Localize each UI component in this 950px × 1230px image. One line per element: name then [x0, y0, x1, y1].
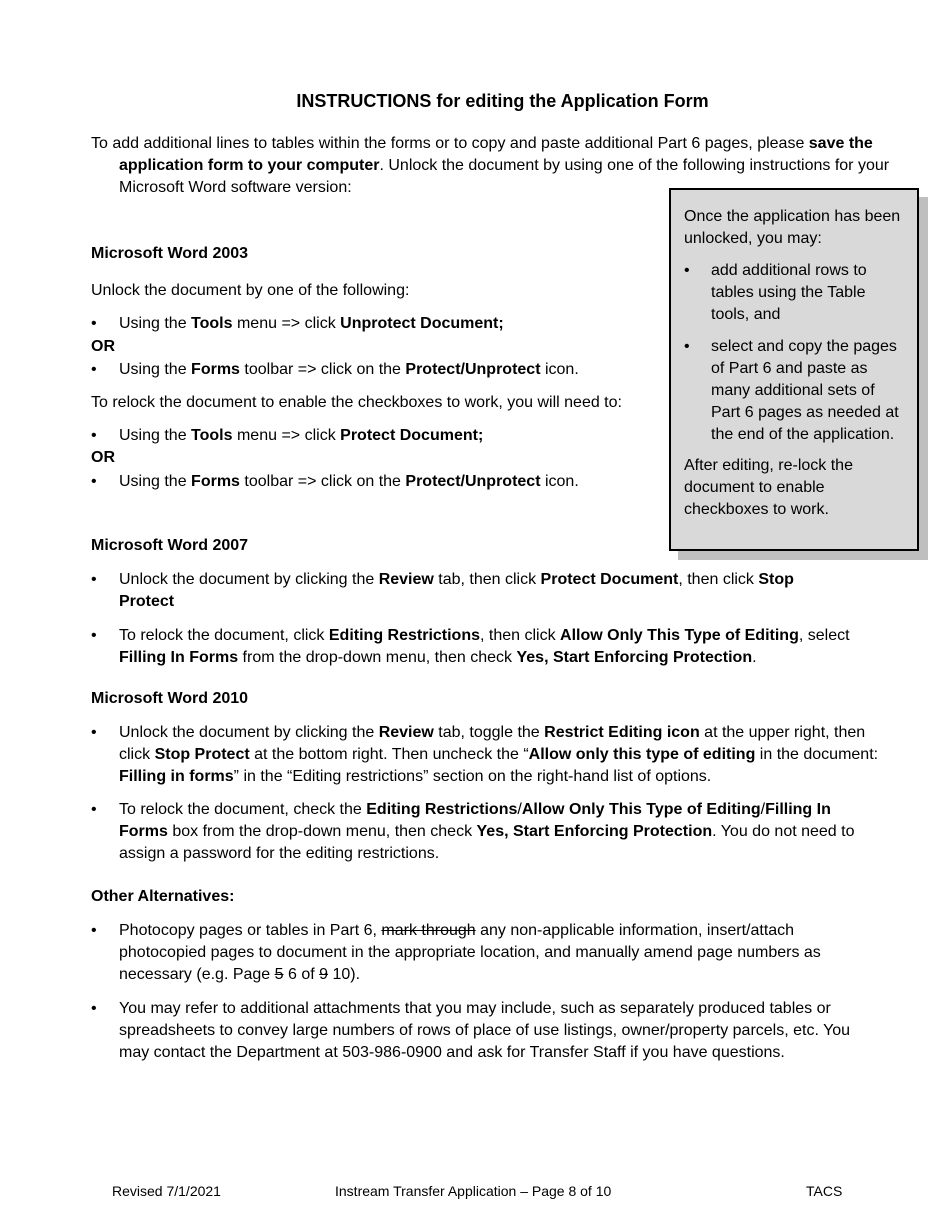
or-label: OR — [91, 449, 115, 466]
struck-text: 5 — [274, 966, 284, 983]
word2010-bullet-1: • Unlock the document by clicking the Review tab, toggle the Restrict Editing icon at the upper right, then click Stop Protect at the bottom right. Then uncheck the “Allow only this type of editing in the document: Filling in forms” in the “Editing restrictions” section on the right-hand list of options. — [91, 722, 881, 788]
word2003-bullet-3: • Using the Tools menu => click Protect Document; — [91, 425, 881, 447]
word2010-bullet-2: • To relock the document, check the Editing Restrictions/Allow Only This Type of Editing/Filling In Forms box from the drop-down menu, then check Yes, Start Enforcing Protection. You do not need to assign a password for the editing restrictions. — [91, 799, 881, 865]
footer-code: TACS — [806, 1183, 843, 1199]
alternatives-bullet-1: • Photocopy pages or tables in Part 6, mark through any non-applicable information, insert/attach photocopied pages to document in the appropriate location, and manually amend page numbers as necessary (e.g. Page 5 6 of 9 10). — [91, 920, 881, 986]
alternatives-bullet-2: • You may refer to additional attachments that you may include, such as separately produced tables or spreadsheets to convey large numbers of rows of place of use listings, owner/property parcels, etc. You may contact the Department at 503-986-0900 and ask for Transfer Staff if you have questions. — [91, 998, 881, 1064]
word2003-bullet-4: • Using the Forms toolbar => click on the Protect/Unprotect icon. — [91, 471, 881, 493]
word2007-bullet-2: • To relock the document, click Editing Restrictions, then click Allow Only This Type of Editing, select Filling In Forms from the drop-down menu, then check Yes, Start Enforcing Protection. — [91, 625, 881, 669]
word2007-heading: Microsoft Word 2007 — [91, 537, 249, 554]
struck-text: 9 — [319, 966, 329, 983]
callout-intro: Once the application has been unlocked, you may: — [684, 208, 901, 247]
struck-text: mark through — [381, 922, 476, 939]
word2010-heading: Microsoft Word 2010 — [91, 690, 249, 707]
intro-text-2: . Unlock the document by using one of the following instructions for your Microsoft Word software version: — [119, 157, 890, 196]
word2003-bullet-2: • Using the Forms toolbar => click on the Protect/Unprotect icon. — [91, 359, 881, 381]
word2003-heading: Microsoft Word 2003 — [91, 245, 249, 262]
callout-item: • add additional rows to tables using the Table tools, and — [684, 260, 906, 326]
footer-page-info: Instream Transfer Application – Page 8 of 10 — [335, 1183, 612, 1199]
page-title: INSTRUCTIONS for editing the Application Form — [296, 91, 709, 111]
alternatives-heading: Other Alternatives: — [91, 888, 235, 905]
or-label: OR — [91, 338, 115, 355]
word2003-unlock-intro: Unlock the document by one of the following: — [91, 282, 410, 299]
footer-revised: Revised 7/1/2021 — [112, 1183, 221, 1199]
word2007-bullet-1: • Unlock the document by clicking the Review tab, then click Protect Document, then click Stop Protect — [91, 569, 801, 613]
callout-list — [684, 260, 906, 446]
word2003-relock-intro: To relock the document to enable the checkboxes to work, you will need to: — [91, 394, 622, 411]
callout-item: • select and copy the pages of Part 6 and paste as many additional sets of Part 6 pages as needed at the end of the application. — [684, 336, 906, 446]
intro-text-1: To add additional lines to tables within the forms or to copy and paste additional Part 6 pages, please — [91, 135, 809, 152]
callout-outro: After editing, re-lock the document to enable checkboxes to work. — [684, 457, 853, 518]
intro-bold: save the application form to your computer — [119, 135, 873, 174]
word2003-bullet-1: • Using the Tools menu => click Unprotect Document; — [91, 313, 881, 335]
